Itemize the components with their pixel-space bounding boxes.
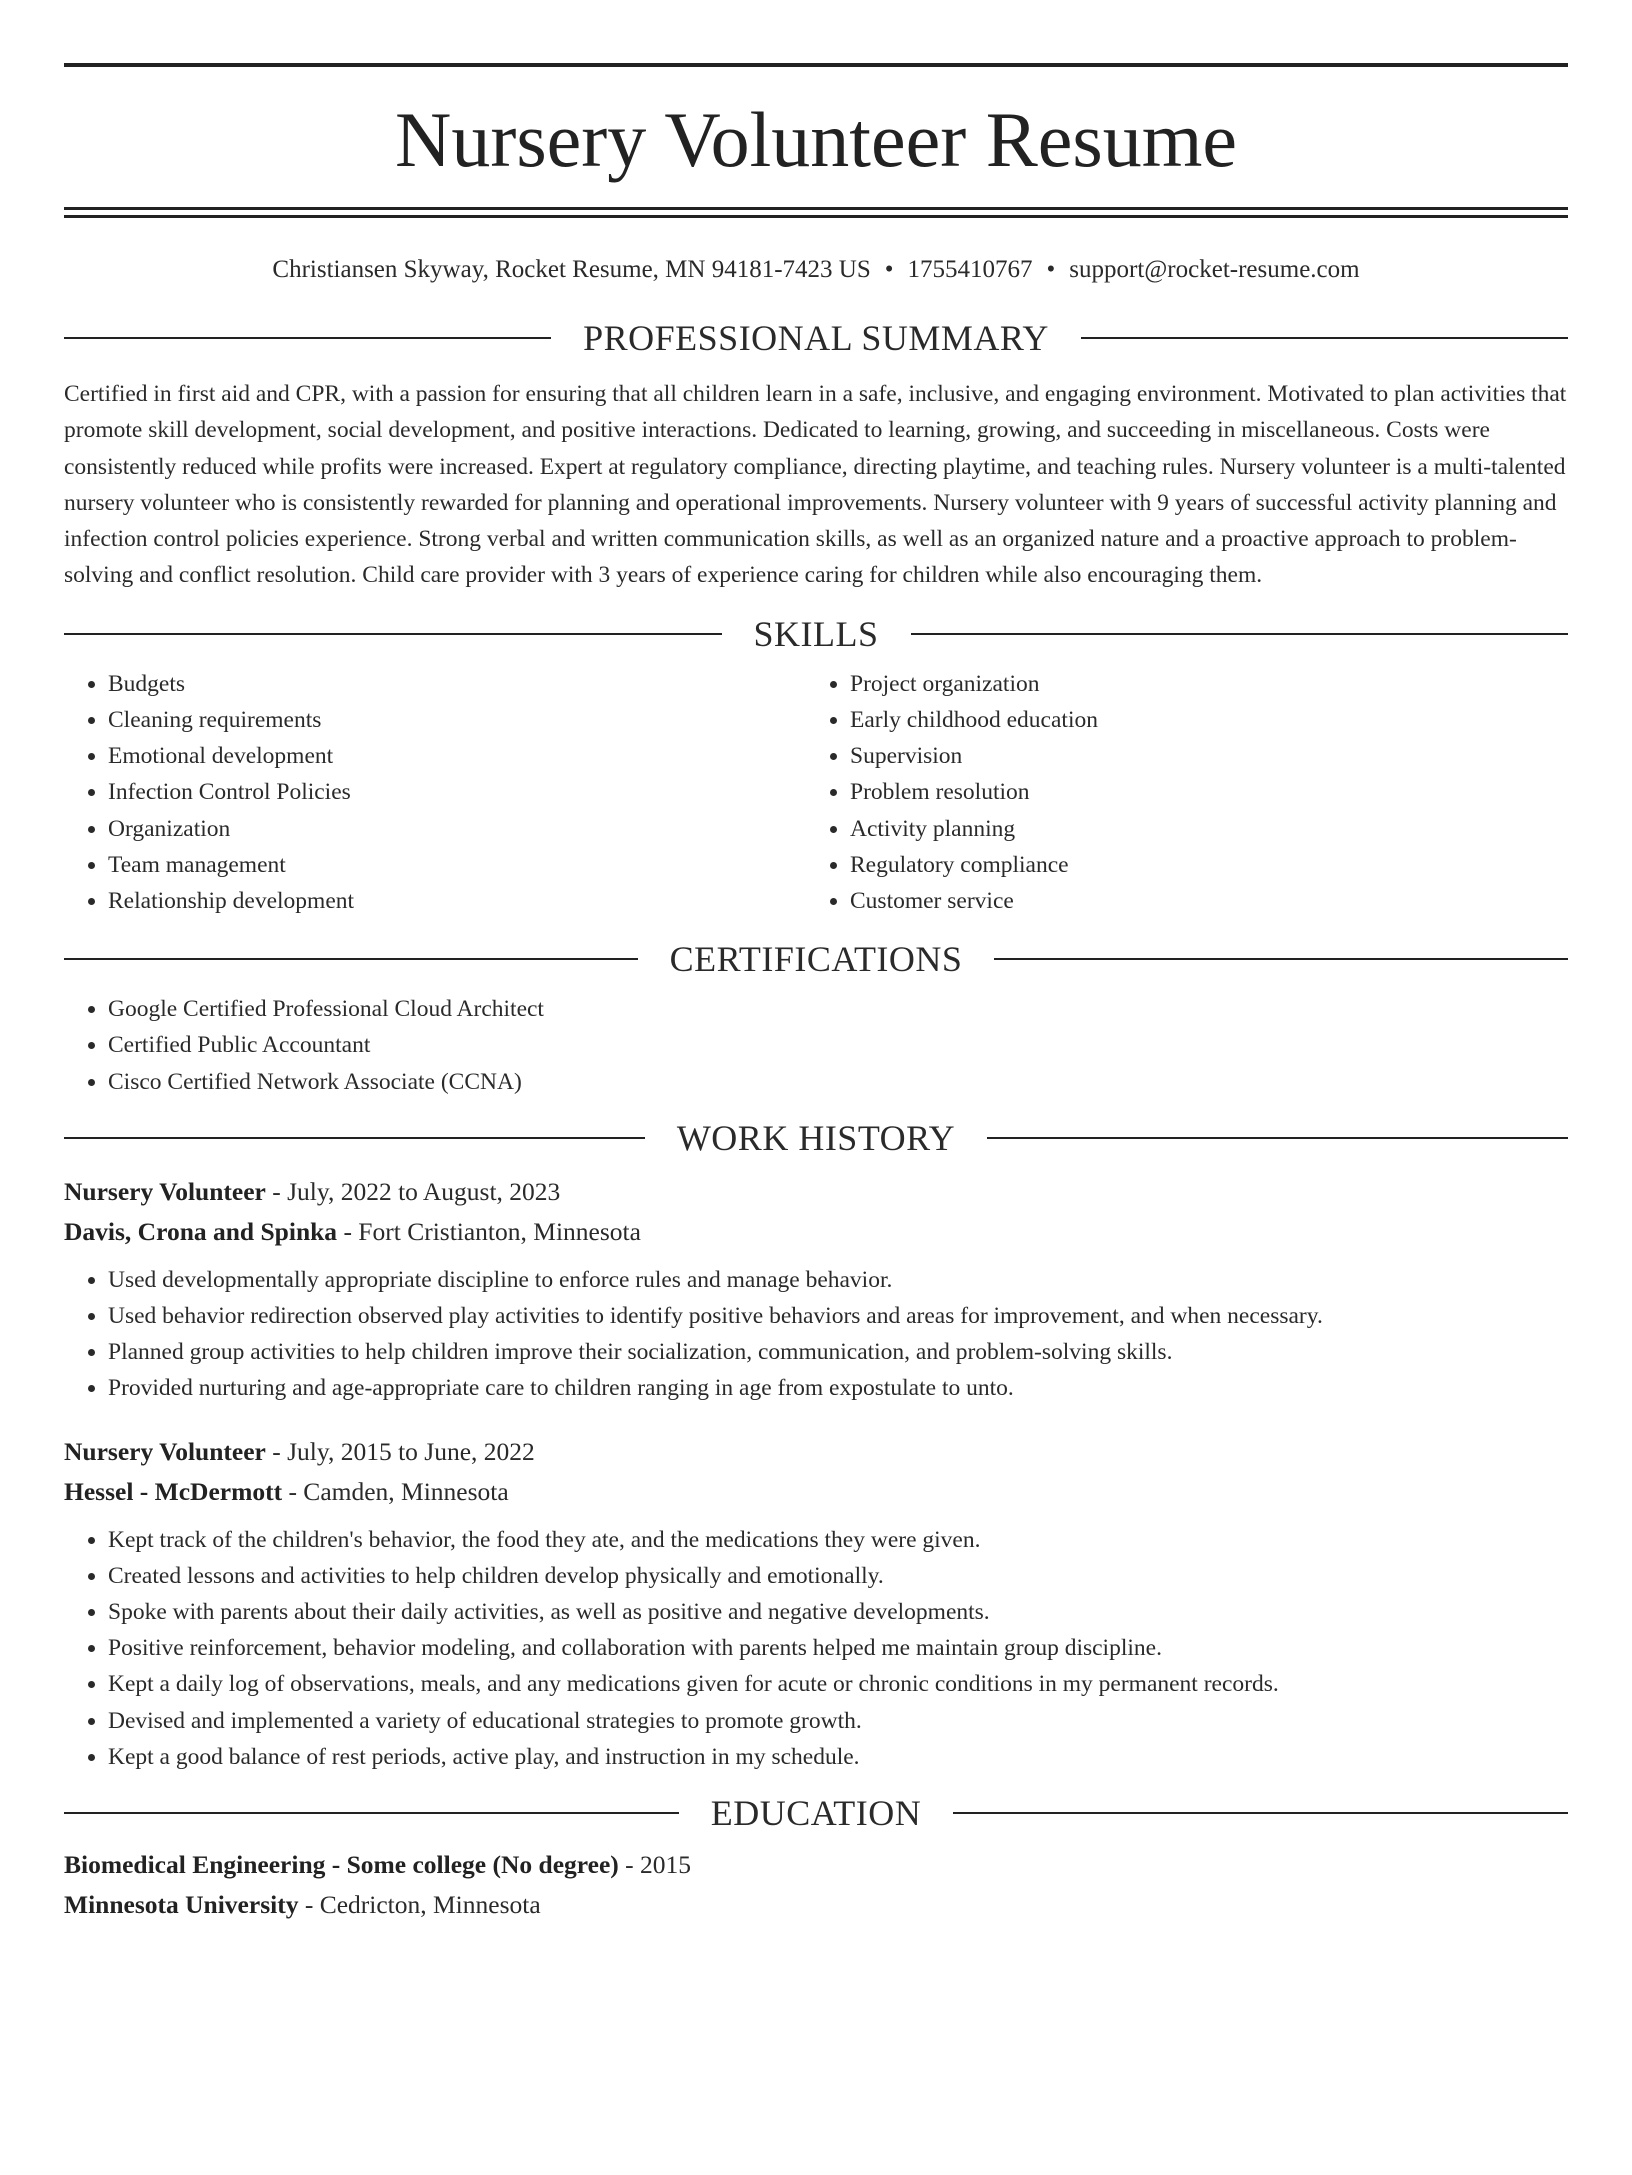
job-location: - Fort Cristianton, Minnesota — [337, 1216, 641, 1246]
list-item: • Organization — [108, 811, 806, 847]
list-item: • Spoke with parents about their daily activities, as well as positive and negative developments. — [108, 1594, 1568, 1630]
resume-title: Nursery Volunteer Resume — [395, 96, 1237, 183]
summary-heading — [64, 320, 1568, 356]
list-item: • Project organization — [850, 666, 1568, 702]
skills-right-list — [806, 666, 1568, 919]
heading-rule-right — [953, 1812, 1568, 1814]
heading-rule-right — [1081, 337, 1568, 339]
job-title: Nursery Volunteer — [64, 1436, 266, 1466]
contact-separator: • — [1046, 256, 1056, 283]
job-company: Hessel - McDermott — [64, 1476, 283, 1506]
list-item: • Budgets — [108, 666, 806, 702]
education-year: - 2015 — [618, 1850, 691, 1880]
list-item: • Positive reinforcement, behavior modeling, and collaboration with parents helped me maintain group discipline. — [108, 1630, 1568, 1666]
heading-rule-right — [911, 633, 1569, 635]
list-item: • Emotional development — [108, 738, 806, 774]
list-item: • Devised and implemented a variety of educational strategies to promote growth. — [108, 1703, 1568, 1739]
certifications-heading — [64, 939, 1568, 980]
list-item: • Kept a good balance of rest periods, active play, and instruction in my schedule. — [108, 1739, 1568, 1775]
education-location: - Cedricton, Minnesota — [298, 1890, 541, 1920]
education-entry — [64, 1845, 1568, 1925]
list-item: • Cisco Certified Network Associate (CCNA) — [108, 1064, 1568, 1100]
job-bullets — [64, 1522, 1568, 1775]
heading-rule-left — [64, 1812, 679, 1814]
summary-heading-label: PROFESSIONAL SUMMARY — [583, 318, 1049, 358]
skills-list — [64, 666, 1568, 919]
work-heading-label: WORK HISTORY — [676, 1117, 956, 1158]
contact-line — [64, 254, 1568, 286]
education-degree-line — [64, 1845, 1568, 1885]
list-item: • Activity planning — [850, 811, 1568, 847]
heading-rule-right — [994, 958, 1568, 960]
job-title-line — [64, 1432, 1568, 1472]
resume-page — [0, 63, 1632, 2175]
work-heading — [64, 1117, 1568, 1158]
list-item: • Customer service — [850, 883, 1568, 919]
job-company: Davis, Crona and Spinka — [64, 1216, 338, 1246]
list-item: • Certified Public Accountant — [108, 1027, 1568, 1063]
heading-rule-left — [64, 1137, 645, 1139]
list-item: • Cleaning requirements — [108, 702, 806, 738]
job-location: - Camden, Minnesota — [282, 1476, 509, 1506]
education-degree: Biomedical Engineering - Some college (No degree) — [64, 1850, 619, 1880]
skills-heading — [64, 613, 1568, 654]
list-item: • Google Certified Professional Cloud Architect — [108, 991, 1568, 1027]
skills-left-list — [64, 666, 806, 919]
list-item: • Planned group activities to help children improve their socialization, communication, and problem-solving skills. — [108, 1334, 1568, 1370]
heading-rule-left — [64, 958, 638, 960]
list-item: • Provided nurturing and age-appropriate care to children ranging in age from expostulate to unto. — [108, 1370, 1568, 1406]
list-item: • Kept a daily log of observations, meals, and any medications given for acute or chronic conditions in my permanent records. — [108, 1666, 1568, 1702]
title-double-rule — [64, 207, 1568, 218]
education-school: Minnesota University — [64, 1890, 299, 1920]
list-item: • Relationship development — [108, 883, 806, 919]
certifications-heading-label: CERTIFICATIONS — [669, 939, 963, 980]
job-company-line — [64, 1472, 1568, 1512]
heading-rule-left — [64, 337, 551, 339]
summary-text: Certified in first aid and CPR, with a passion for ensuring that all children learn in a safe, inclusive, and engaging environment. Motivated to plan activities that promote skill development, social development, and positive interactions. Dedicated to learning, growing, and succeeding in miscellaneous. Costs were consistently reduced while profits were increased. Expert at regulatory compliance, directing playtime, and teaching rules. Nursery volunteer is a multi-talented nursery volunteer who is consistently rewarded for planning and operational improvements. Nursery volunteer with 9 years of successful activity planning and infection control policies experience. Strong verbal and written communication skills, as well as an organized nature and a proactive approach to problem-solving and conflict resolution. Child care provider with 3 years of experience caring for children while also encouraging them. — [64, 381, 1567, 589]
education-heading-label: EDUCATION — [710, 1793, 922, 1834]
list-item: • Regulatory compliance — [850, 847, 1568, 883]
list-item: • Used behavior redirection observed play activities to identify positive behaviors and areas for improvement, and when necessary. — [108, 1298, 1568, 1334]
job-title: Nursery Volunteer — [64, 1176, 266, 1206]
list-item: • Problem resolution — [850, 774, 1568, 810]
education-heading — [64, 1793, 1568, 1834]
skills-column-left — [64, 666, 806, 919]
heading-rule-right — [987, 1137, 1568, 1139]
list-item: • Early childhood education — [850, 702, 1568, 738]
list-item: • Team management — [108, 847, 806, 883]
heading-rule-left — [64, 633, 722, 635]
top-rule — [64, 63, 1568, 67]
job-company-line — [64, 1212, 1568, 1252]
contact-phone: 1755410767 — [907, 256, 1033, 283]
contact-address: Christiansen Skyway, Rocket Resume, MN 94181-7423 US — [272, 256, 871, 283]
job-bullets — [64, 1262, 1568, 1407]
job-dates: - July, 2015 to June, 2022 — [265, 1436, 535, 1466]
list-item: • Used developmentally appropriate discipline to enforce rules and manage behavior. — [108, 1262, 1568, 1298]
skills-column-right — [806, 666, 1568, 919]
list-item: • Supervision — [850, 738, 1568, 774]
list-item: • Created lessons and activities to help children develop physically and emotionally. — [108, 1558, 1568, 1594]
list-item: • Kept track of the children's behavior, the food they ate, and the medications they were given. — [108, 1522, 1568, 1558]
contact-email: support@rocket-resume.com — [1069, 256, 1360, 283]
job-dates: - July, 2022 to August, 2023 — [265, 1176, 561, 1206]
job-entry — [64, 1432, 1568, 1775]
contact-separator: • — [884, 256, 894, 283]
list-item: • Infection Control Policies — [108, 774, 806, 810]
education-school-line — [64, 1885, 1568, 1925]
skills-heading-label: SKILLS — [753, 613, 879, 654]
job-entry — [64, 1172, 1568, 1407]
certifications-list — [64, 991, 1568, 1100]
job-title-line — [64, 1172, 1568, 1212]
